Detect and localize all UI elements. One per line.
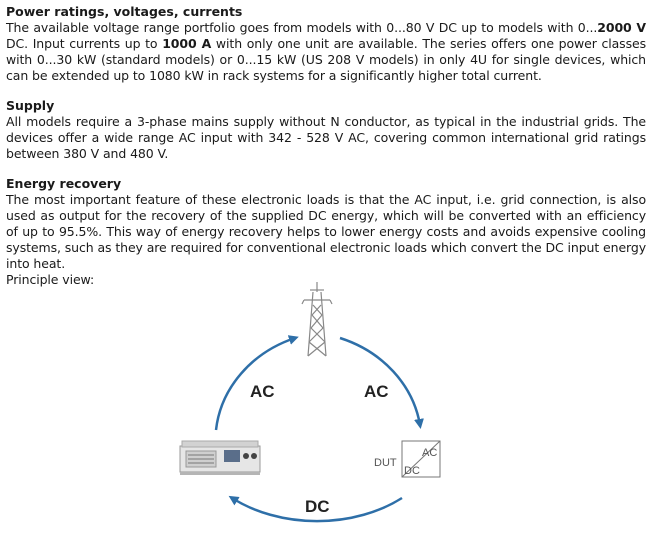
text-run: The available voltage range portfolio goes from models with 0...80 V DC up to models with 0... [6,20,598,35]
section-supply [6,98,646,162]
text-run: with only one unit are available. The series offers one power classes with 0...30 kW (standard models) or 0...15 kW (US 208 V models) in only 4U for single devices, which can be extended up to 1080 kW in rack systems for a significantly higher total current. [6,36,647,83]
bold-run: 1000 A [162,36,212,51]
section-energy-recovery [6,176,646,288]
electronic-load-device-icon [180,441,260,475]
section-paragraph: The most important feature of these electronic loads is that the AC input, i.e. grid connection, is also used as output for the recovery of the supplied DC energy, which will be converted with an efficiency of up to 95.5%. This way of energy recovery helps to lower energy costs and avoids expensive cooling systems, such as they are required for conventional electronic loads which convert the DC input energy into heat. [6,192,646,271]
label-dc-bottom: DC [305,497,330,516]
energy-recovery-diagram [170,280,470,547]
section-heading: Energy recovery [6,176,122,191]
section-heading: Power ratings, voltages, currents [6,4,243,19]
converter-dc-label: DC [404,465,420,477]
section-paragraph: All models require a 3-phase mains supply without N conductor, as typical in the industrial grids. The devices offer a wide range AC input with 342 - 528 V AC, covering common international grid ratings between 380 V and 480 V. [6,114,646,161]
section-heading: Supply [6,98,55,113]
dut-label: DUT [374,457,397,469]
document [6,4,646,302]
section-power-ratings [6,4,646,84]
label-ac-right: AC [364,382,389,401]
text-run: DC. Input currents up to [6,36,163,51]
bold-run: 2000 V [597,20,647,35]
label-ac-left: AC [250,382,275,401]
diagram-caption: Principle view: [6,272,95,287]
section-paragraph [6,20,646,84]
converter-ac-label: AC [422,447,438,459]
power-pylon-icon [302,282,332,356]
ac-dc-converter-icon [402,441,440,477]
